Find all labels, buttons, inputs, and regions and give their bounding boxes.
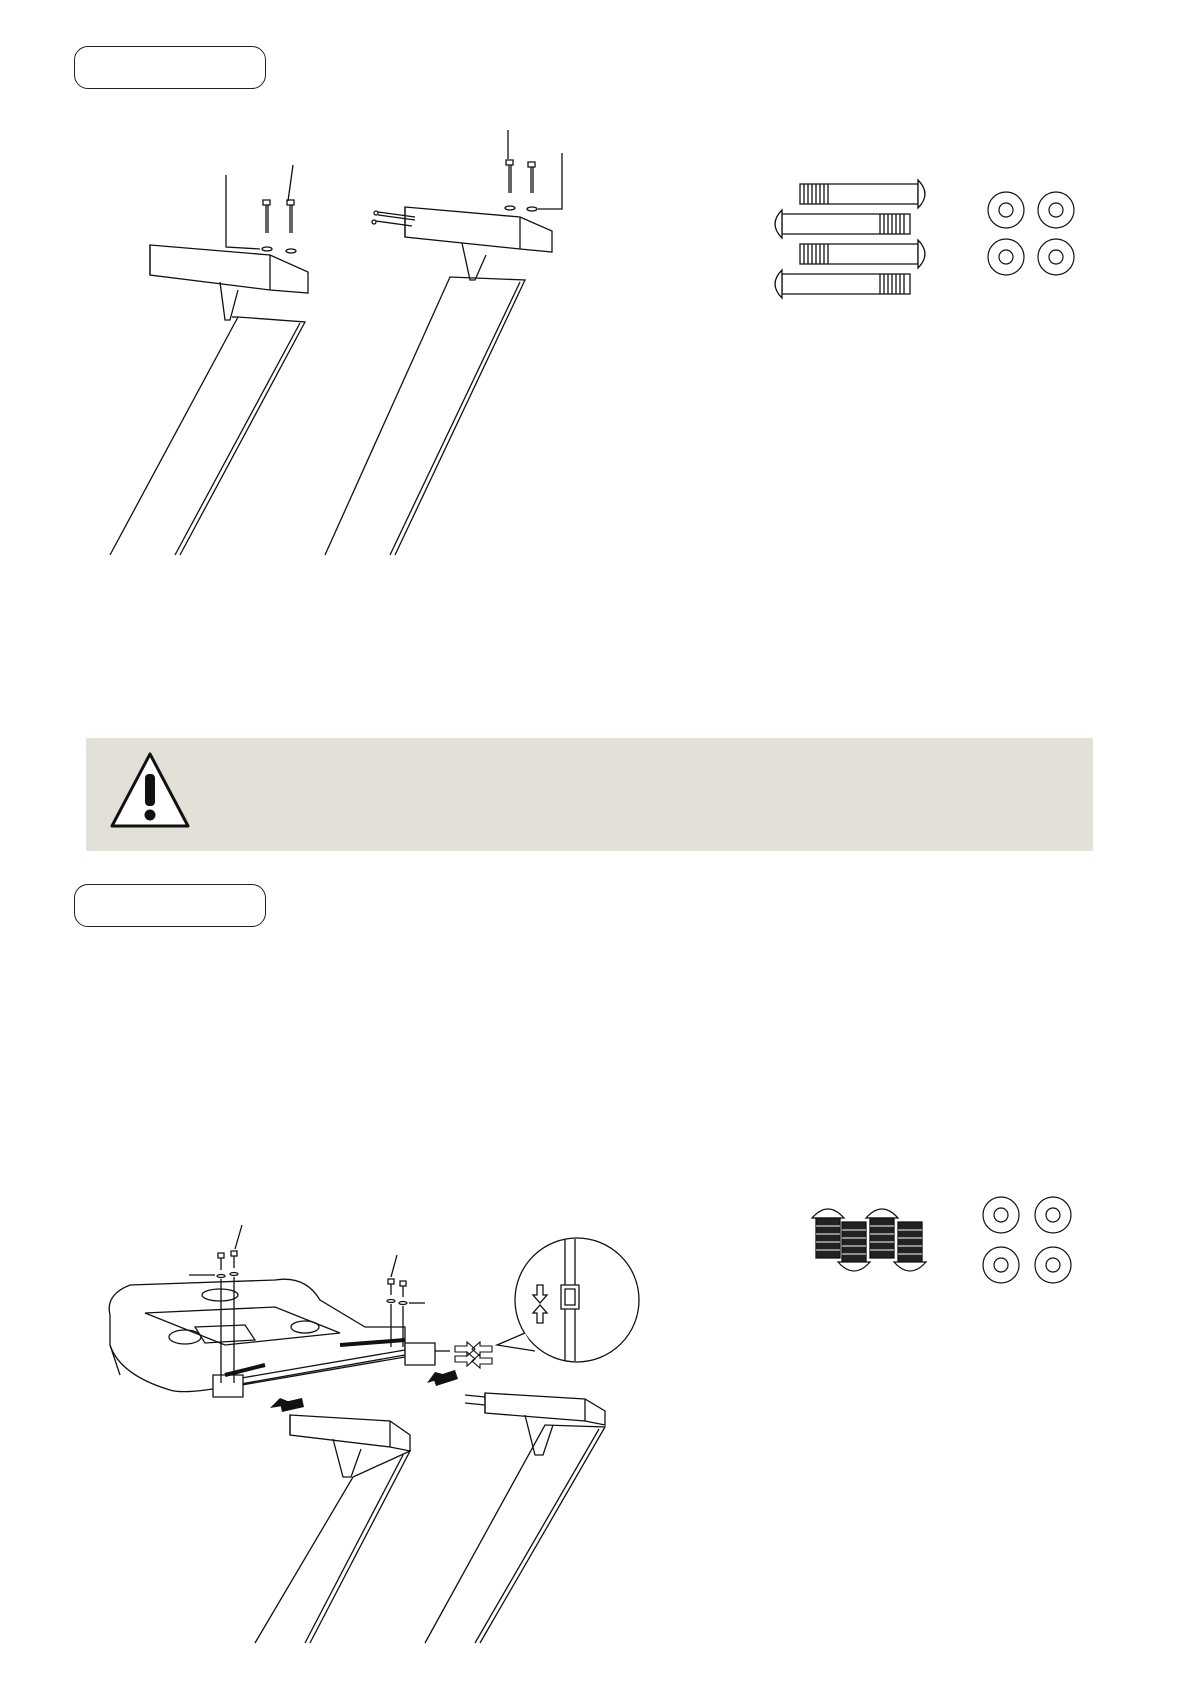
flat-washer-icon (988, 192, 1024, 228)
right-cap-side-bolts (372, 211, 415, 226)
short-screw-icon (866, 1209, 898, 1258)
short-screw-icon (838, 1222, 870, 1271)
flat-washer-icon (983, 1247, 1019, 1283)
step-1-bolts-hardware (770, 176, 940, 306)
insert-arrow-right-icon (427, 1370, 458, 1386)
warning-box (86, 738, 1093, 851)
step-2-label (74, 884, 266, 927)
short-screw-icon (894, 1222, 926, 1271)
long-bolt-icon (775, 210, 910, 238)
flat-washer-icon (1038, 192, 1074, 228)
step-2-console-assembly-illustration (105, 1215, 705, 1645)
flat-washer-icon (988, 239, 1024, 275)
long-bolt-icon (800, 180, 925, 208)
warning-triangle-icon (108, 750, 192, 830)
right-upright-cap (405, 207, 552, 280)
left-cap-bolts (262, 200, 296, 253)
short-screw-icon (812, 1209, 844, 1258)
right-cap-top-bolts (505, 160, 537, 211)
step-1-label (74, 46, 266, 89)
step-1-washers-hardware (985, 190, 1080, 280)
flat-washer-icon (1035, 1247, 1071, 1283)
console-tray (109, 1279, 405, 1392)
right-upright-tube (325, 277, 525, 555)
right-upright-tube-step2 (425, 1425, 605, 1643)
left-upright-tube (110, 317, 305, 555)
left-bolt-leader (288, 165, 293, 201)
flat-washer-icon (983, 1197, 1019, 1233)
insert-arrow-left-icon (270, 1398, 304, 1412)
flat-washer-icon (1035, 1197, 1071, 1233)
flat-washer-icon (1038, 239, 1074, 275)
left-console-bolts (189, 1225, 242, 1383)
left-upright-cap-step2 (290, 1415, 410, 1477)
right-console-bolts (387, 1255, 425, 1347)
long-bolt-icon (800, 240, 925, 268)
step-2-washers-hardware (980, 1195, 1080, 1287)
step-2-screws-hardware (808, 1200, 933, 1280)
cable-connector-arrows (455, 1342, 492, 1368)
connector-detail-callout (497, 1238, 639, 1362)
long-bolt-icon (775, 270, 910, 298)
right-upright-cap-step2 (465, 1393, 605, 1455)
left-upright-tube-step2 (255, 1451, 410, 1643)
right-washer-leader (538, 153, 562, 209)
left-washer-leader (226, 175, 260, 249)
console-mount-right (340, 1340, 450, 1365)
step-1-upright-assembly-illustration (100, 125, 560, 560)
left-upright-cap (150, 245, 308, 320)
